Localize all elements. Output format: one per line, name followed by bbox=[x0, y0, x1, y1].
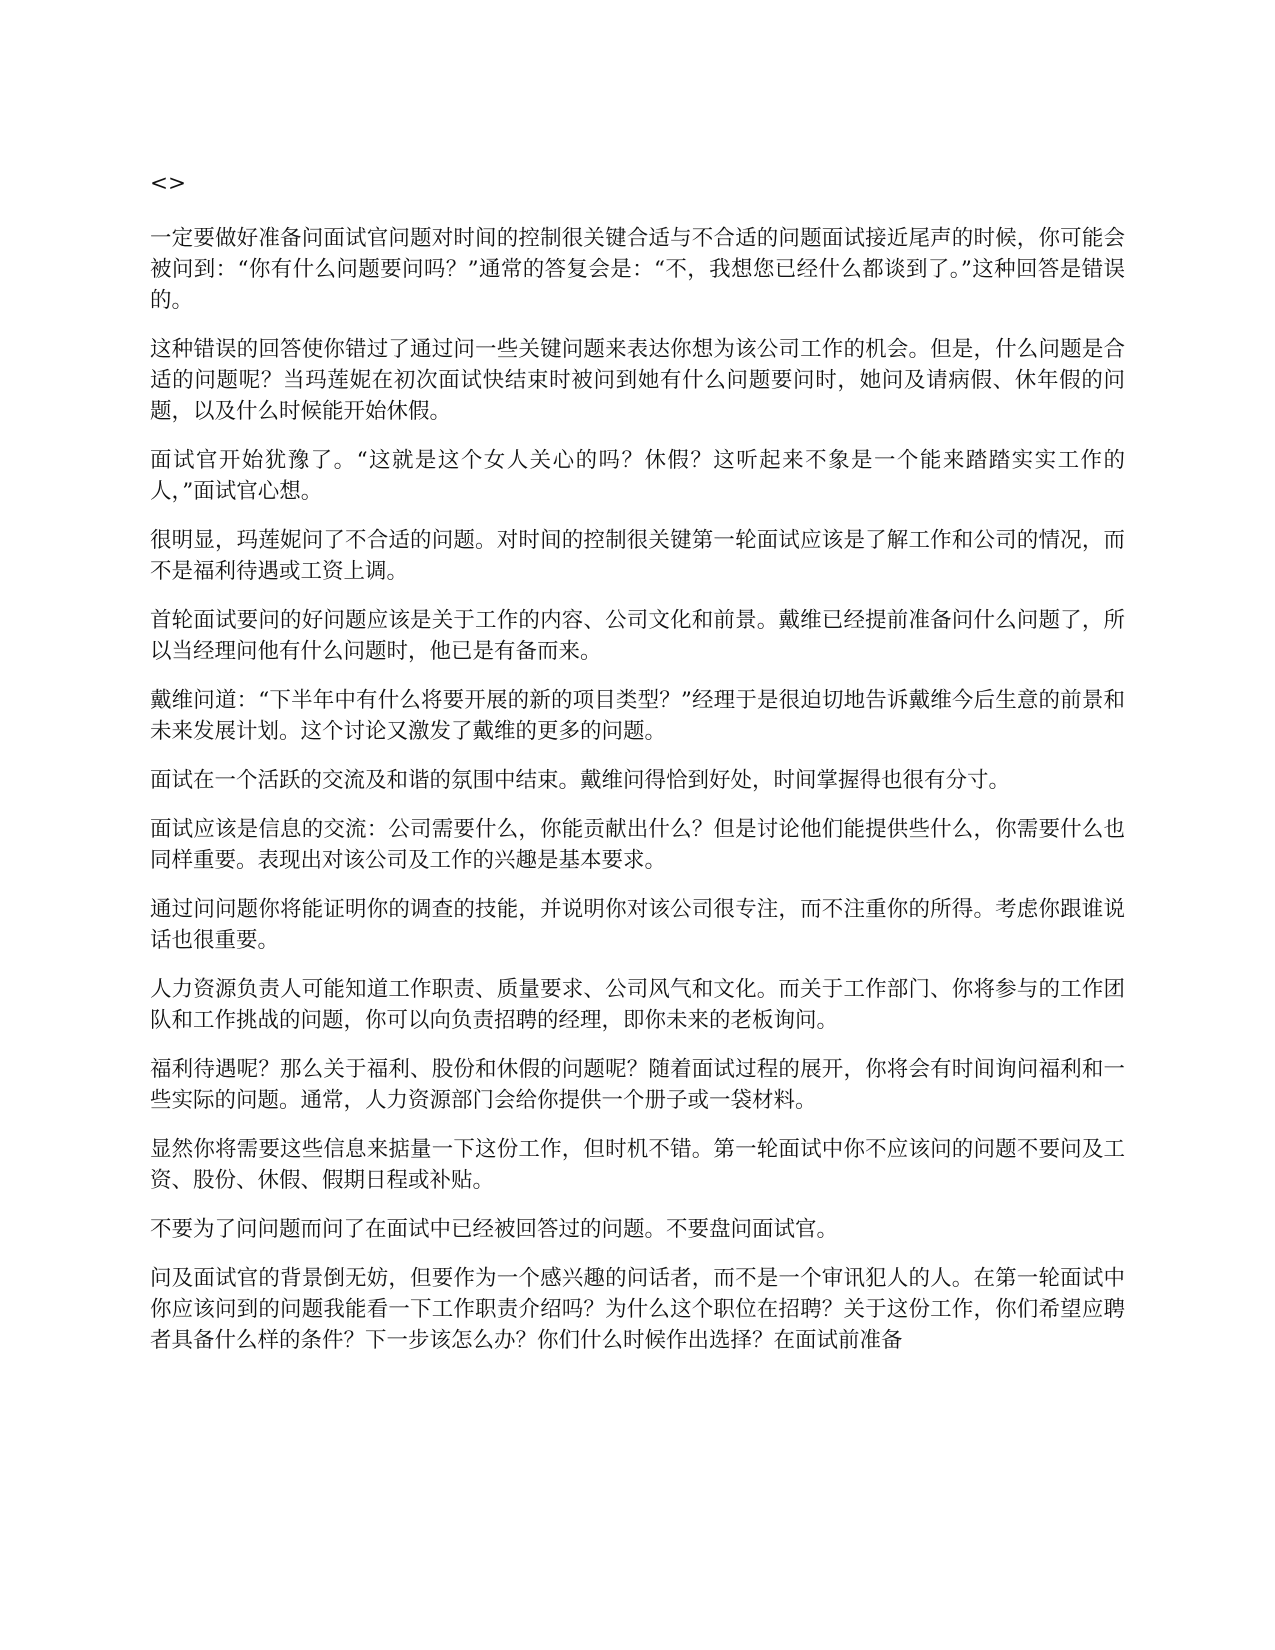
paragraph: 面试应该是信息的交流：公司需要什么，你能贡献出什么？但是讨论他们能提供些什么，你需要什么也同样重要。表现出对该公司及工作的兴趣是基本要求。 bbox=[150, 817, 1125, 873]
document-heading: <> bbox=[150, 171, 187, 196]
paragraph: 很明显，玛莲妮问了不合适的问题。对时间的控制很关键第一轮面试应该是了解工作和公司的情况，而不是福利待遇或工资上调。 bbox=[150, 528, 1125, 584]
paragraph: 人力资源负责人可能知道工作职责、质量要求、公司风气和文化。而关于工作部门、你将参与的工作团队和工作挑战的问题，你可以向负责招聘的经理，即你未来的老板询问。 bbox=[150, 977, 1125, 1033]
paragraph: 显然你将需要这些信息来掂量一下这份工作，但时机不错。第一轮面试中你不应该问的问题不要问及工资、股份、休假、假期日程或补贴。 bbox=[150, 1137, 1125, 1193]
document-page bbox=[150, 168, 1125, 1374]
paragraph: 戴维问道：“下半年中有什么将要开展的新的项目类型？”经理于是很迫切地告诉戴维今后生意的前景和未来发展计划。这个讨论又激发了戴维的更多的问题。 bbox=[150, 688, 1125, 744]
paragraph: 首轮面试要问的好问题应该是关于工作的内容、公司文化和前景。戴维已经提前准备问什么问题了，所以当经理问他有什么问题时，他已是有备而来。 bbox=[150, 608, 1125, 664]
paragraph: 通过问问题你将能证明你的调查的技能，并说明你对该公司很专注，而不注重你的所得。考虑你跟谁说话也很重要。 bbox=[150, 897, 1125, 953]
paragraph: 问及面试官的背景倒无妨，但要作为一个感兴趣的问话者，而不是一个审讯犯人的人。在第一轮面试中你应该问到的问题我能看一下工作职责介绍吗？为什么这个职位在招聘？关于这份工作，你们希望应聘者具备什么样的条件？下一步该怎么办？你们什么时候作出选择？在面试前准备 bbox=[150, 1266, 1125, 1353]
paragraph: 面试在一个活跃的交流及和谐的氛围中结束。戴维问得恰到好处，时间掌握得也很有分寸。 bbox=[150, 768, 1011, 793]
paragraph: 这种错误的回答使你错过了通过问一些关键问题来表达你想为该公司工作的机会。但是，什么问题是合适的问题呢？当玛莲妮在初次面试快结束时被问到她有什么问题要问时，她问及请病假、休年假的问题，以及什么时候能开始休假。 bbox=[150, 337, 1125, 424]
paragraph: 面试官开始犹豫了。“这就是这个女人关心的吗？休假？这听起来不象是一个能来踏踏实实工作的人，”面试官心想。 bbox=[150, 448, 1125, 504]
paragraph: 不要为了问问题而问了在面试中已经被回答过的问题。不要盘问面试官。 bbox=[150, 1217, 839, 1242]
paragraph: 一定要做好准备问面试官问题对时间的控制很关键合适与不合适的问题面试接近尾声的时候，你可能会被问到：“你有什么问题要问吗？”通常的答复会是：“不，我想您已经什么都谈到了。”这种回答是错误的。 bbox=[150, 226, 1125, 313]
paragraph: 福利待遇呢？那么关于福利、股份和休假的问题呢？随着面试过程的展开，你将会有时间询问福利和一些实际的问题。通常，人力资源部门会给你提供一个册子或一袋材料。 bbox=[150, 1057, 1125, 1113]
